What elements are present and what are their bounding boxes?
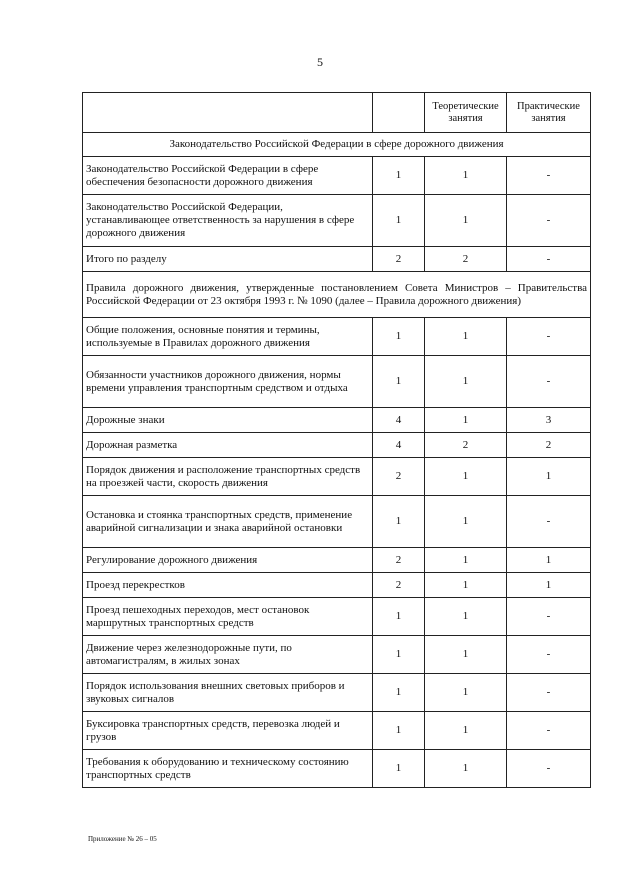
theory-hours-cell: 1: [425, 356, 507, 408]
topic-cell: Порядок движения и расположение транспортных средств на проезжей части, скорость движения: [83, 458, 373, 496]
table-row: [83, 408, 591, 433]
topic-cell: Дорожные знаки: [83, 408, 373, 433]
table-row: [83, 157, 591, 195]
section-row: [83, 272, 591, 318]
theory-hours-cell: 1: [425, 195, 507, 247]
table-row: [83, 247, 591, 272]
practice-hours-cell: -: [507, 712, 591, 750]
theory-hours-cell: 2: [425, 247, 507, 272]
theory-hours-cell: 1: [425, 636, 507, 674]
theory-hours-cell: 1: [425, 674, 507, 712]
table-row: [83, 458, 591, 496]
practice-hours-cell: -: [507, 195, 591, 247]
practice-hours-cell: -: [507, 636, 591, 674]
topic-cell: Движение через железнодорожные пути, по автомагистралям, в жилых зонах: [83, 636, 373, 674]
topic-cell: Проезд пешеходных переходов, мест остановок маршрутных транспортных средств: [83, 598, 373, 636]
total-hours-cell: 1: [373, 750, 425, 788]
theory-hours-cell: 1: [425, 318, 507, 356]
practice-hours-cell: -: [507, 356, 591, 408]
practice-hours-cell: -: [507, 247, 591, 272]
practice-hours-cell: -: [507, 318, 591, 356]
total-hours-cell: 1: [373, 318, 425, 356]
theory-hours-cell: 1: [425, 157, 507, 195]
table-row: [83, 750, 591, 788]
topic-cell: Требования к оборудованию и техническому состоянию транспортных средств: [83, 750, 373, 788]
practice-hours-cell: -: [507, 496, 591, 548]
table-row: [83, 636, 591, 674]
practice-hours-cell: 2: [507, 433, 591, 458]
section-title: Правила дорожного движения, утвержденные постановлением Совета Министров – Правительства Российской Федерации от 23 октября 1993 г. № 1090 (далее – Правила дорожного движения): [83, 272, 591, 318]
page-number: 5: [317, 55, 323, 69]
practice-hours-cell: -: [507, 157, 591, 195]
theory-hours-cell: 1: [425, 548, 507, 573]
total-hours-cell: 1: [373, 598, 425, 636]
total-hours-cell: 1: [373, 712, 425, 750]
table-row: [83, 712, 591, 750]
section-title: Законодательство Российской Федерации в сфере дорожного движения: [83, 133, 591, 157]
total-hours-cell: 1: [373, 674, 425, 712]
practice-hours-cell: -: [507, 598, 591, 636]
total-hours-cell: 4: [373, 408, 425, 433]
header-cell-total: [373, 93, 425, 133]
total-hours-cell: 1: [373, 496, 425, 548]
topic-cell: Дорожная разметка: [83, 433, 373, 458]
topic-cell: Законодательство Российской Федерации в сфере обеспечения безопасности дорожного движения: [83, 157, 373, 195]
topic-cell: Обязанности участников дорожного движения, нормы времени управления транспортным средством и отдыха: [83, 356, 373, 408]
theory-hours-cell: 1: [425, 598, 507, 636]
total-hours-cell: 2: [373, 458, 425, 496]
practice-hours-cell: 1: [507, 573, 591, 598]
practice-hours-cell: 1: [507, 548, 591, 573]
curriculum-table: [82, 92, 591, 788]
theory-hours-cell: 2: [425, 433, 507, 458]
table-row: [83, 573, 591, 598]
practice-hours-cell: 1: [507, 458, 591, 496]
section-row: [83, 133, 591, 157]
table-row: [83, 548, 591, 573]
table-row: [83, 496, 591, 548]
header-cell-practice: Практические занятия: [507, 93, 591, 133]
table-row: [83, 433, 591, 458]
topic-cell: Порядок использования внешних световых приборов и звуковых сигналов: [83, 674, 373, 712]
header-cell-name: [83, 93, 373, 133]
topic-cell: Буксировка транспортных средств, перевозка людей и грузов: [83, 712, 373, 750]
header-row: [83, 93, 591, 133]
practice-hours-cell: -: [507, 750, 591, 788]
topic-cell: Итого по разделу: [83, 247, 373, 272]
total-hours-cell: 4: [373, 433, 425, 458]
theory-hours-cell: 1: [425, 712, 507, 750]
header-cell-theory: Теоретические занятия: [425, 93, 507, 133]
theory-hours-cell: 1: [425, 496, 507, 548]
table-row: [83, 674, 591, 712]
total-hours-cell: 1: [373, 195, 425, 247]
total-hours-cell: 1: [373, 157, 425, 195]
topic-cell: Регулирование дорожного движения: [83, 548, 373, 573]
total-hours-cell: 1: [373, 636, 425, 674]
table-row: [83, 195, 591, 247]
total-hours-cell: 1: [373, 356, 425, 408]
theory-hours-cell: 1: [425, 573, 507, 598]
topic-cell: Общие положения, основные понятия и термины, используемые в Правилах дорожного движения: [83, 318, 373, 356]
table-body: [83, 93, 591, 788]
practice-hours-cell: 3: [507, 408, 591, 433]
table-row: [83, 318, 591, 356]
topic-cell: Проезд перекрестков: [83, 573, 373, 598]
theory-hours-cell: 1: [425, 458, 507, 496]
total-hours-cell: 2: [373, 573, 425, 598]
footer-note: Приложение № 26 – 05: [88, 835, 157, 843]
theory-hours-cell: 1: [425, 750, 507, 788]
practice-hours-cell: -: [507, 674, 591, 712]
total-hours-cell: 2: [373, 548, 425, 573]
table-row: [83, 356, 591, 408]
topic-cell: Остановка и стоянка транспортных средств, применение аварийной сигнализации и знака аварийной остановки: [83, 496, 373, 548]
total-hours-cell: 2: [373, 247, 425, 272]
topic-cell: Законодательство Российской Федерации, устанавливающее ответственность за нарушения в сфере дорожного движения: [83, 195, 373, 247]
table-row: [83, 598, 591, 636]
theory-hours-cell: 1: [425, 408, 507, 433]
